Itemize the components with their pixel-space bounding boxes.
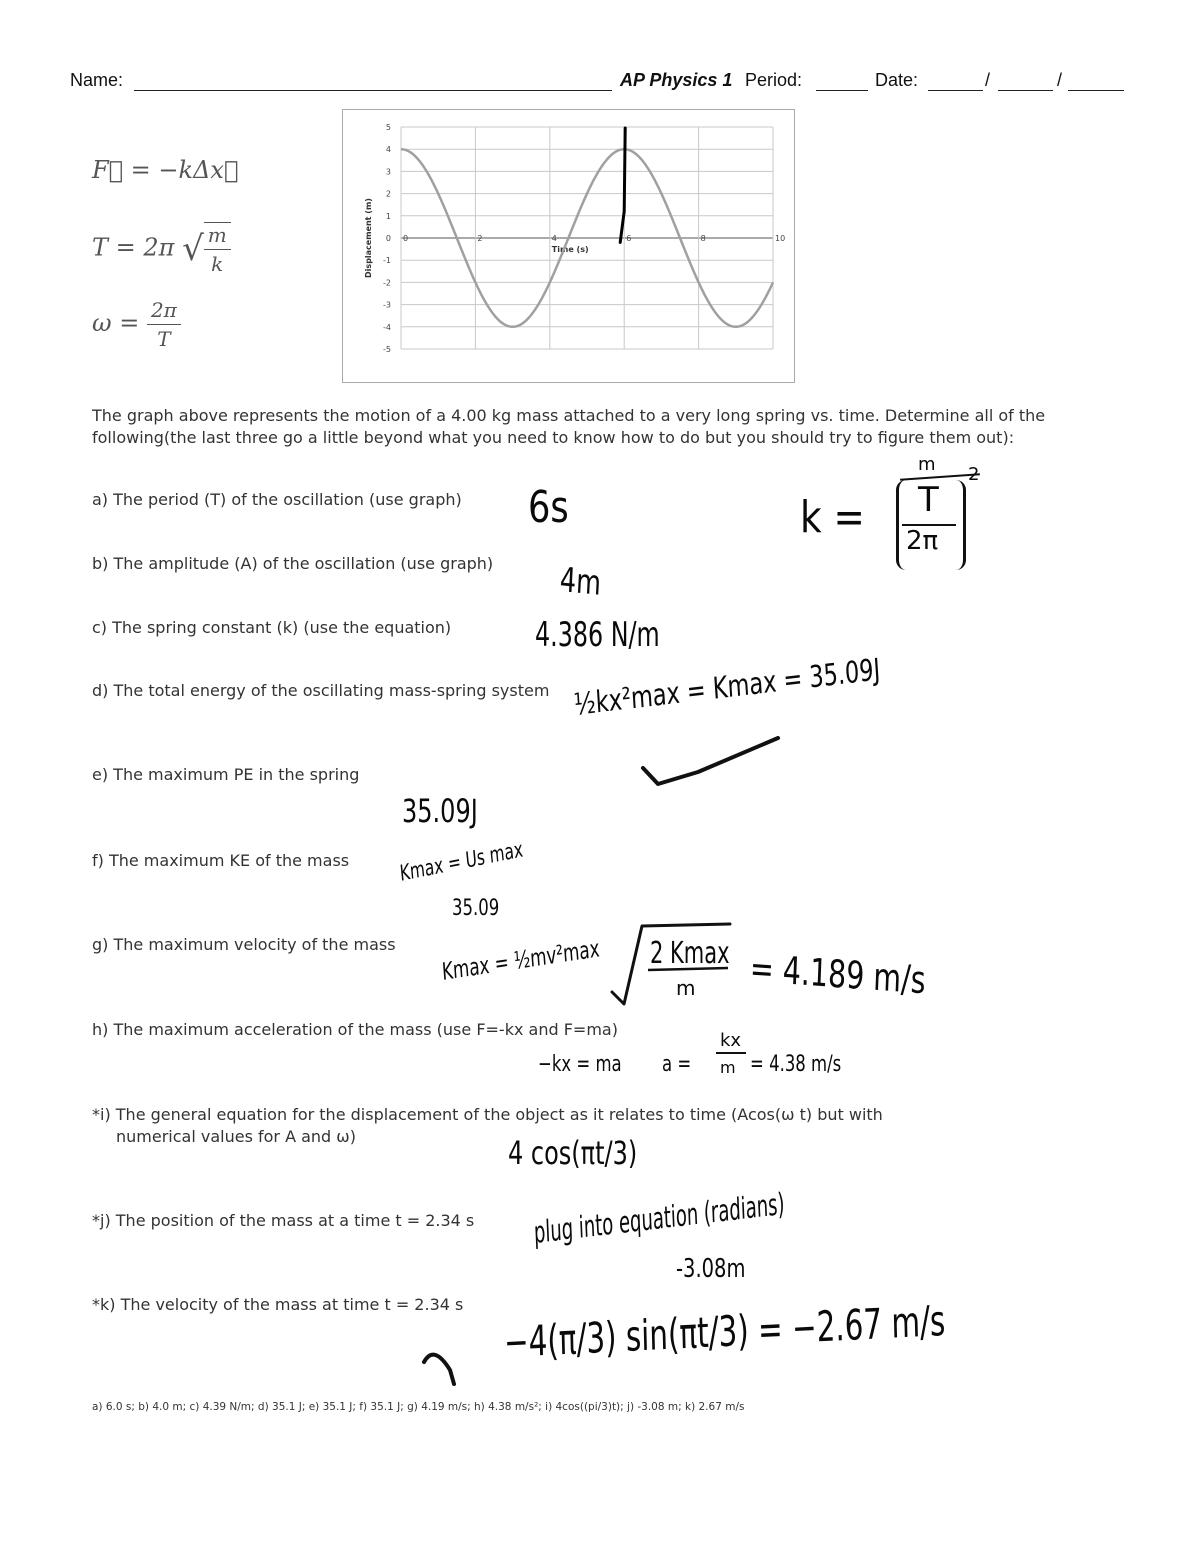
date-day-blank xyxy=(998,90,1053,91)
name-blank xyxy=(134,90,612,91)
handwritten-k-m: m xyxy=(918,454,936,475)
y-tick-label: -4 xyxy=(383,322,391,332)
x-axis-label: Time (s) xyxy=(551,245,589,254)
question-e: e) The maximum PE in the spring xyxy=(92,765,360,784)
handwritten-arrow-mark xyxy=(420,1340,470,1390)
y-tick-label: -1 xyxy=(383,256,391,266)
handwritten-k-formula xyxy=(896,454,986,572)
handwritten-answer-h-a: a = xyxy=(662,1052,692,1077)
question-a: a) The period (T) of the oscillation (use graph) xyxy=(92,490,462,509)
sqrt-sign: √ xyxy=(182,229,204,269)
x-tick-label: 10 xyxy=(775,234,786,243)
handwritten-answer-f-line2: 35.09 xyxy=(452,896,500,921)
question-c: c) The spring constant (k) (use the equation) xyxy=(92,618,452,637)
period-blank xyxy=(816,90,868,91)
handwritten-k-denominator: 2π xyxy=(906,526,939,556)
question-i-continued: numerical values for A and ω) xyxy=(116,1127,356,1146)
handwritten-answer-g-line1: Kmax = ½mv²max xyxy=(440,934,601,986)
y-tick-label: -5 xyxy=(383,345,391,354)
date-slash-1: / xyxy=(985,70,991,90)
handwritten-answer-c: 4.386 N/m xyxy=(535,615,660,655)
handwritten-answer-h-result: = 4.38 m/s xyxy=(750,1052,842,1077)
period-equation xyxy=(92,222,231,276)
handwritten-k-exponent: 2 xyxy=(968,464,980,485)
question-d: d) The total energy of the oscillating mass-spring system xyxy=(92,681,550,700)
question-f: f) The maximum KE of the mass xyxy=(92,851,350,870)
handwritten-checkmark xyxy=(638,730,788,790)
x-tick-label: 2 xyxy=(477,234,483,243)
handwritten-answer-h-numerator: kx xyxy=(720,1030,742,1051)
period-eq-numerator: m xyxy=(204,223,231,250)
handwritten-answer-k: −4(π/3) sin(πt/3) = −2.67 m/s xyxy=(503,1296,946,1367)
handwritten-answer-g-denominator: m xyxy=(676,976,696,1000)
y-tick-label: 1 xyxy=(385,211,391,221)
displacement-time-graph xyxy=(342,109,795,383)
handwritten-k-lhs: k = xyxy=(800,492,865,543)
handwritten-answer-b: 4m xyxy=(558,560,603,604)
handwritten-answer-e: 35.09J xyxy=(402,792,478,830)
handwritten-answer-d: ½kx²max = Kmax = 35.09J xyxy=(572,652,882,723)
hooke-law-equation: F⃗ = −kΔx⃗ xyxy=(92,156,239,184)
question-b: b) The amplitude (A) of the oscillation (use graph) xyxy=(92,554,494,573)
date-month-blank xyxy=(928,90,983,91)
y-tick-label: 4 xyxy=(385,145,391,155)
handwritten-answer-g-result: = 4.189 m/s xyxy=(749,946,927,1003)
y-tick-label: 0 xyxy=(385,234,391,243)
period-eq-lhs: T = 2π xyxy=(92,233,175,262)
problem-intro: The graph above represents the motion of a 4.00 kg mass attached to a very long spring vs. time. Determine all of the following(the last three go a little beyond what you need to know how to do but you should try to figure them out): xyxy=(92,406,1046,447)
question-i: *i) The general equation for the displacement of the object as it relates to time (Acos(ω t) but with xyxy=(92,1105,883,1124)
period-eq-fraction xyxy=(204,222,231,276)
y-tick-label: -2 xyxy=(383,278,391,288)
x-tick-label: 8 xyxy=(700,234,706,243)
y-tick-label: 2 xyxy=(385,189,391,199)
omega-equation xyxy=(92,298,181,351)
omega-eq-numerator: 2π xyxy=(147,298,181,325)
omega-eq-denominator: T xyxy=(157,327,171,351)
question-k: *k) The velocity of the mass at time t = 2.34 s xyxy=(92,1295,464,1314)
y-tick-label: -3 xyxy=(383,300,391,310)
question-g: g) The maximum velocity of the mass xyxy=(92,935,396,954)
date-year-blank xyxy=(1068,90,1124,91)
date-slash-2: / xyxy=(1057,70,1063,90)
handwritten-answer-a: 6s xyxy=(528,482,569,533)
handwritten-answer-h-denominator: m xyxy=(720,1058,736,1077)
question-j: *j) The position of the mass at a time t = 2.34 s xyxy=(92,1211,475,1230)
date-label: Date: xyxy=(875,70,919,90)
name-label: Name: xyxy=(70,70,124,90)
x-tick-label: 6 xyxy=(626,234,632,243)
omega-eq-fraction xyxy=(147,298,181,351)
handwritten-answer-h-line1: −kx = ma xyxy=(538,1052,622,1077)
displacement-chart-svg xyxy=(343,110,793,381)
handwritten-answer-i: 4 cos(πt/3) xyxy=(508,1134,638,1172)
answer-key: a) 6.0 s; b) 4.0 m; c) 4.39 N/m; d) 35.1 J; e) 35.1 J; f) 35.1 J; g) 4.19 m/s; h) 4.38 m/s²; i) 4cos((pi/3)t); j) -3.08 m; k) 2.67 m/s xyxy=(92,1401,745,1413)
question-h: h) The maximum acceleration of the mass (use F=-kx and F=ma) xyxy=(92,1020,618,1039)
handwritten-h-fraction-bar xyxy=(716,1052,746,1054)
x-tick-label: 4 xyxy=(551,234,557,243)
period-eq-denominator: k xyxy=(211,252,224,276)
handwritten-answer-f-line1: Kmax = Us max xyxy=(398,837,525,887)
y-tick-label: 3 xyxy=(385,167,391,177)
handwritten-answer-j-line2: -3.08m xyxy=(676,1254,746,1284)
omega-eq-lhs: ω = xyxy=(92,309,140,337)
period-label: Period: xyxy=(745,70,803,90)
y-axis-label: Displacement (m) xyxy=(364,198,373,278)
y-tick-label: 5 xyxy=(385,123,391,132)
handwritten-k-numerator: T xyxy=(918,480,939,520)
handwritten-answer-j-line1: plug into equation (radians) xyxy=(533,1186,786,1251)
x-tick-label: 0 xyxy=(403,234,409,243)
handwritten-answer-g-numerator: 2 Kmax xyxy=(650,936,730,971)
course-title: AP Physics 1 xyxy=(620,70,733,90)
